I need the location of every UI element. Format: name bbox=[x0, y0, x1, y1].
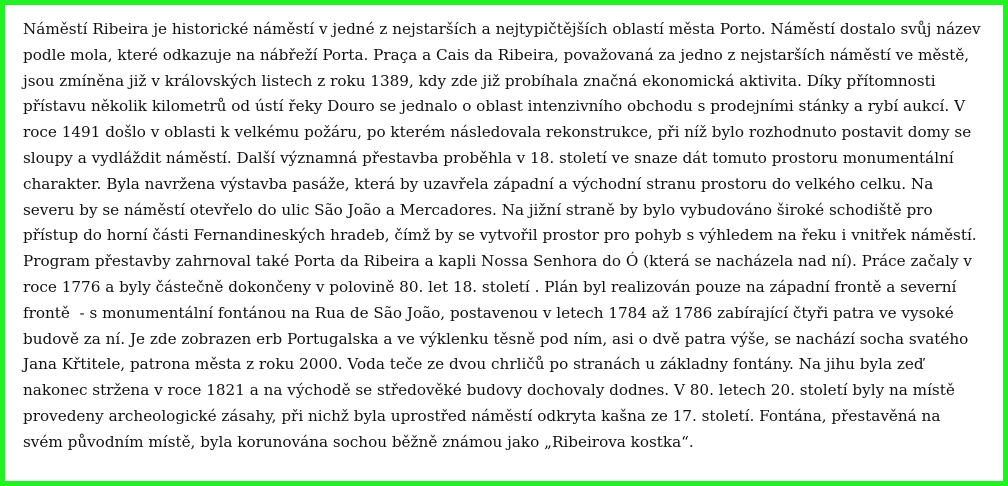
text-line-2: podle mola, které odkazuje na nábřeží Porta. Praça a Cais da Ribeira, považovaná za jedno z nejstarších náměstí ve městě, bbox=[23, 45, 970, 64]
text-line-11: roce 1776 a byly částečně dokončeny v polovině 80. let 18. století . Plán byl realizován pouze na západní frontě a severní bbox=[23, 277, 957, 296]
text-line-5: roce 1491 došlo v oblasti k velkému požáru, po kterém následovala rekonstrukce, při níž bylo rozhodnuto postavit domy se bbox=[23, 123, 972, 142]
text-line-4: přístavu několik kilometrů od ústí řeky Douro se jednalo o oblast intenzivního obchodu s prodejními stánky a rybí aukcí. V bbox=[23, 97, 966, 116]
text-line-6: sloupy a vydláždit náměstí. Další významná přestavba proběhla v 18. století ve snaze dát tomuto prostoru monumentální bbox=[23, 148, 954, 167]
text-line-10: Program přestavby zahrnoval také Porta da Ribeira a kapli Nossa Senhora do Ó (která se nacházela nad ní). Práce začaly v bbox=[23, 252, 972, 271]
text-line-7: charakter. Byla navržena výstavba pasáže, která by uzavřela západní a východní stranu prostoru do velkého celku. Na bbox=[23, 174, 934, 193]
text-line-17: svém původním místě, byla korunována sochou běžně známou jako „Ribeirova kostka“. bbox=[23, 432, 694, 451]
text-line-15: nakonec stržena v roce 1821 a na východě se středověké budovy dochovaly dodnes. V 80. letech 20. století byly na místě bbox=[23, 381, 955, 400]
text-line-13: budově za ní. Je zde zobrazen erb Portugalska a ve výklenku těsně pod ním, asi o dvě patra výše, se nachází socha svatého bbox=[23, 329, 969, 348]
text-line-1: Náměstí Ribeira je historické náměstí v jedné z nejstarších a nejtypičtějších oblastí města Porto. Náměstí dostalo svůj název bbox=[23, 20, 981, 38]
text-line-3: jsou zmíněna již v královských listech z roku 1389, kdy zde již probíhala značná ekonomická aktivita. Díky přítomnosti bbox=[23, 71, 936, 90]
text-line-9: přístup do horní části Fernandineských hradeb, čímž by se vytvořil prostor pro pohyb s výhledem na řeku i vnitřek náměstí. bbox=[23, 226, 977, 245]
article-text bbox=[23, 17, 1001, 456]
text-line-14: Jana Křtitele, patrona města z roku 2000. Voda teče ze dvou chrličů po stranách u základny fontány. Na jihu byla zeď bbox=[23, 355, 924, 374]
text-line-12: frontě - s monumentální fontánou na Rua de São João, postavenou v letech 1784 až 1786 zabírající čtyři patra ve vysoké bbox=[23, 303, 954, 322]
text-line-8: severu by se náměstí otevřelo do ulic São João a Mercadores. Na jižní straně by bylo vybudováno široké schodiště pro bbox=[23, 200, 933, 219]
text-line-16: provedeny archeologické zásahy, při nichž byla uprostřed náměstí odkryta kašna ze 17. století. Fontána, přestavěná na bbox=[23, 406, 941, 425]
